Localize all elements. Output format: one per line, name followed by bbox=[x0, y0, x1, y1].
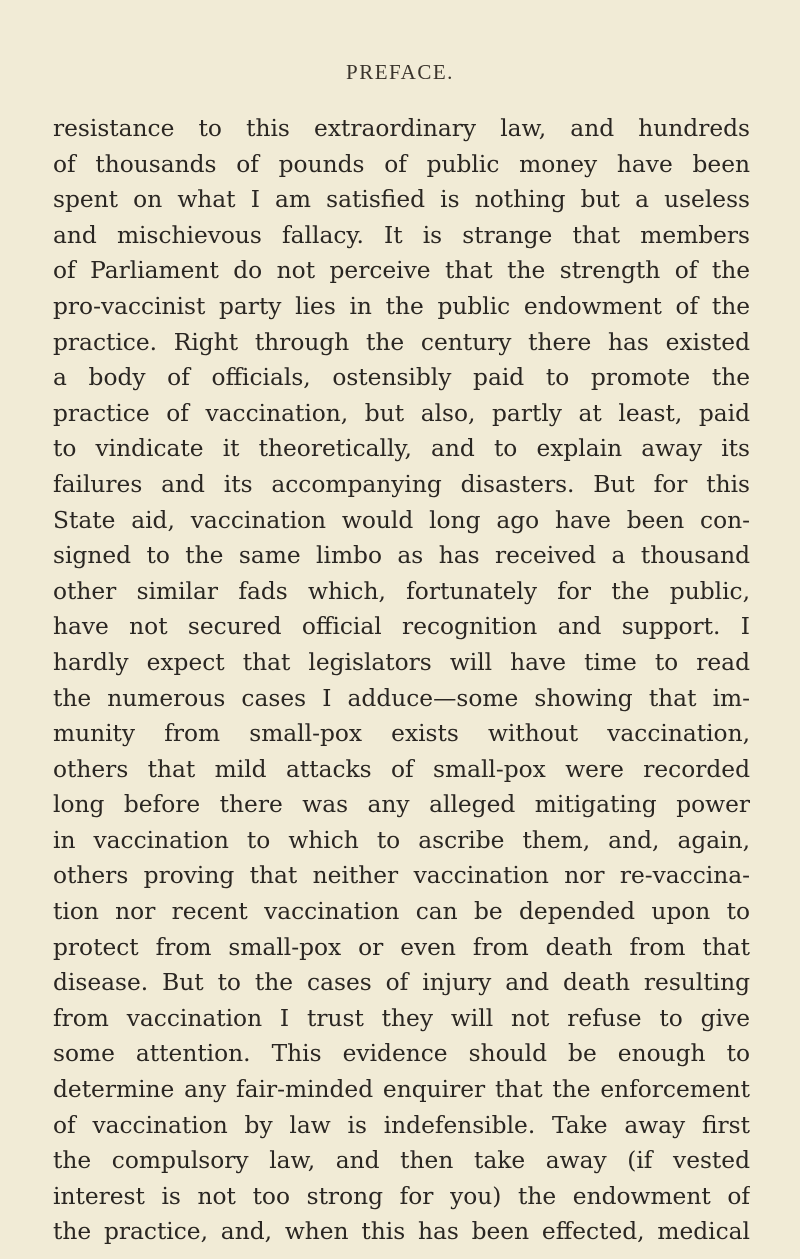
text-line: the practice, and, when this has been effected, medical bbox=[53, 1218, 750, 1246]
text-line: munity from small-pox exists without vaccination, bbox=[53, 720, 750, 748]
text-line: disease. But to the cases of injury and death resulting bbox=[53, 969, 750, 997]
text-line: pro-vaccinist party lies in the public endowment of the bbox=[53, 292, 750, 320]
text-line: to vindicate it theoretically, and to explain away its bbox=[53, 435, 750, 463]
text-line: tion nor recent vaccination can be depended upon to bbox=[53, 898, 750, 926]
text-line: a body of officials, ostensibly paid to promote the bbox=[53, 364, 750, 392]
text-line: interest is not too strong for you) the endowment of bbox=[53, 1182, 750, 1210]
text-line: some attention. This evidence should be enough to bbox=[53, 1040, 750, 1068]
text-line: resistance to this extraordinary law, and hundreds bbox=[53, 115, 750, 142]
text-line: practice. Right through the century there has existed bbox=[53, 328, 750, 356]
text-line: others proving that neither vaccination nor re-vaccina- bbox=[53, 862, 750, 890]
text-line: determine any fair-minded enquirer that the enforcement bbox=[53, 1076, 750, 1104]
text-line: of vaccination by law is indefensible. Take away first bbox=[53, 1111, 750, 1139]
text-line: protect from small-pox or even from death from that bbox=[53, 933, 750, 961]
text-line: practice of vaccination, but also, partly at least, paid bbox=[53, 399, 750, 427]
text-line: of thousands of pounds of public money have been bbox=[53, 150, 750, 178]
body-paragraph bbox=[53, 111, 750, 1250]
text-line: spent on what I am satisfied is nothing but a useless bbox=[53, 186, 750, 214]
text-line: in vaccination to which to ascribe them, and, again, bbox=[53, 826, 750, 854]
text-line: the compulsory law, and then take away (if vested bbox=[53, 1147, 750, 1175]
text-line: of Parliament do not perceive that the strength of the bbox=[53, 257, 750, 285]
text-line: have not secured official recognition and support. I bbox=[53, 613, 750, 641]
text-line: from vaccination I trust they will not refuse to give bbox=[53, 1004, 750, 1032]
text-line: State aid, vaccination would long ago have been con- bbox=[53, 506, 750, 534]
text-line: long before there was any alleged mitigating power bbox=[53, 791, 750, 819]
text-line: and mischievous fallacy. It is strange that members bbox=[53, 221, 750, 249]
text-line: signed to the same limbo as has received a thousand bbox=[53, 542, 750, 570]
text-line: failures and its accompanying disasters. But for this bbox=[53, 470, 750, 498]
running-head: PREFACE. bbox=[346, 60, 454, 84]
text-line: hardly expect that legislators will have time to read bbox=[53, 648, 750, 676]
text-line: the numerous cases I adduce—some showing that im- bbox=[53, 684, 750, 712]
text-line: other similar fads which, fortunately for the public, bbox=[53, 577, 750, 605]
text-line: others that mild attacks of small-pox were recorded bbox=[53, 755, 750, 783]
